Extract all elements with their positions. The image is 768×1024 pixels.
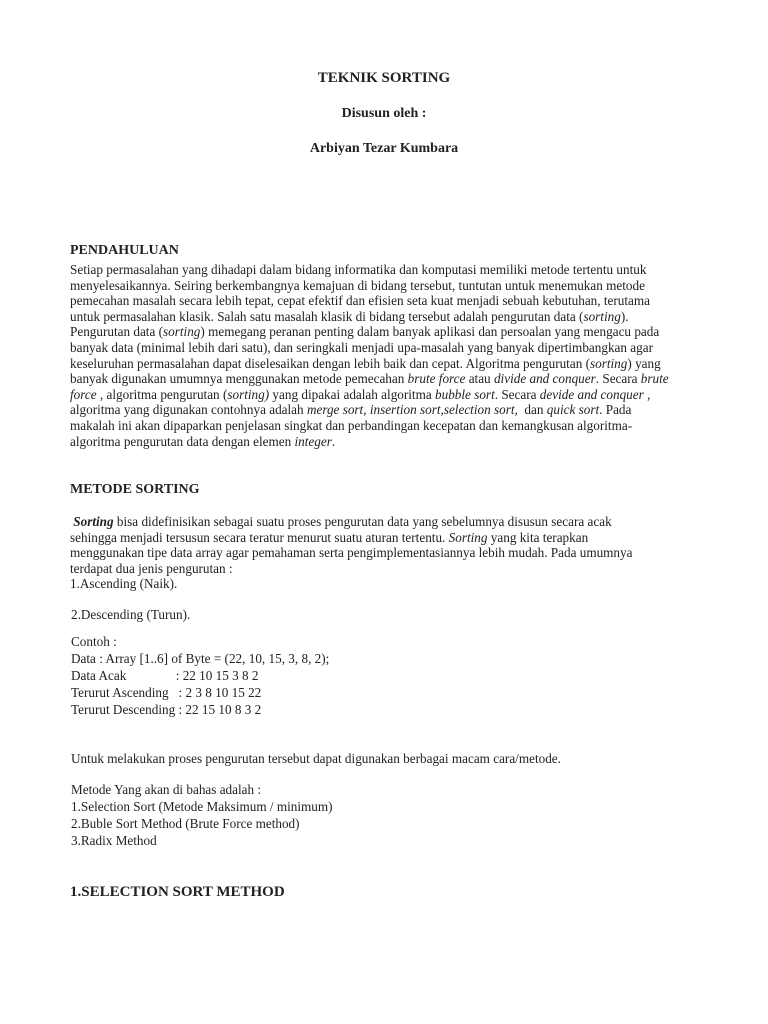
text-run: bisa didefinisikan sebagai suatu proses pengurutan data yang sebelumnya disusun secara acak [113,514,612,529]
list-item-descending: 2.Descending (Turun). [71,607,191,622]
emphasis-text: sorting) [227,386,270,402]
paragraph-line [70,356,710,372]
text-run: dan [517,402,547,418]
text-run: terdapat dua jenis pengurutan : [70,560,233,576]
text-run: ) memegang peranan penting dalam banyak aplikasi dan persoalan yang mengacu pada [200,324,660,340]
text-run: . Secara [595,371,641,387]
example-line: Terurut Ascending : 2 3 8 10 15 22 [71,685,262,700]
text-run: ) yang [627,355,661,371]
paragraph-line [70,278,710,294]
emphasis-text: sorting [590,355,628,371]
text-run: Setiap permasalahan yang dihadapi dalam bidang informatika dan komputasi memiliki metode tertentu untuk [70,262,647,277]
example-line: Data Acak : 22 10 15 3 8 2 [71,668,259,683]
text-run: ). [620,308,629,324]
emphasis-text: Sorting [73,514,114,529]
paragraph-line [70,402,710,418]
paragraph-line [70,576,710,592]
paragraph-line [70,293,710,309]
text-run: keseluruhan permasalahan dapat diselesaikan dengan lebih baik dan cepat. Algoritma pengurutan ( [70,355,590,371]
text-run: , [643,386,651,402]
paragraph-line [70,324,710,340]
example-label: Contoh : [71,634,117,649]
emphasis-text: brute force [407,371,466,387]
text-run: . Secara [494,386,540,402]
paragraph-line [70,514,710,530]
example-line: Data : Array [1..6] of Byte = (22, 10, 15, 3, 8, 2); [71,651,330,666]
paragraph-line [70,545,710,561]
text-run: makalah ini akan dipaparkan penjelasan singkat dan perbandingan kecepatan dan kemangkusan algoritma- [70,417,633,433]
text-run: algoritma yang digunakan contohnya adalah [70,402,307,418]
paragraph-line [70,434,710,450]
text-run: . Pada [599,402,632,418]
text-run: pemecahan masalah secara lebih tepat, cepat efektif dan efisien seta kuat menjadi sebuah kebutuhan, terutama [70,293,650,309]
author-label: Disusun oleh : [341,106,427,121]
method-note: Untuk melakukan proses pengurutan tersebut dapat digunakan berbagai macam cara/metode. [71,751,561,766]
text-run: menyelesaikannya. Seiring berkembangnya kemajuan di bidang tersebut, tuntutan untuk menemukan metode [70,277,645,293]
text-run: sehingga menjadi tersusun secara teratur menurut suatu aturan tertentu. [70,529,449,545]
paragraph-pendahuluan [70,262,710,449]
example-line: Terurut Descending : 22 15 10 8 3 2 [71,702,262,717]
text-run: . [331,433,336,449]
paragraph-line [70,561,710,577]
emphasis-text: quick sort [546,402,600,418]
text-run: atau [465,371,494,387]
emphasis-text: bubble sort [435,386,495,402]
text-run: banyak digunakan umumnya menggunakan metode pemecahan [70,371,408,387]
emphasis-text: merge sort, insertion sort,selection sort, [306,402,518,418]
text-run: untuk permasalahan klasik. Salah satu masalah klasik di bidang tersebut adalah pengurutan data ( [70,308,584,324]
paragraph-metode-sorting [70,514,710,592]
document-title: TEKNIK SORTING [317,70,451,86]
emphasis-text: divide and conquer [493,371,596,387]
emphasis-text: devide and conquer [539,386,644,402]
paragraph-line [70,418,710,434]
paragraph-line [70,530,710,546]
heading-pendahuluan: PENDAHULUAN [70,243,179,258]
emphasis-text: Sorting [448,529,488,545]
emphasis-text: sorting [163,324,201,340]
text-run: yang kita terapkan [487,529,589,545]
emphasis-text: sorting [583,308,621,324]
text-run: algoritma pengurutan data dengan elemen [70,433,295,449]
paragraph-line [70,309,710,325]
heading-selection-sort: 1.SELECTION SORT METHOD [70,884,285,900]
method-item: 3.Radix Method [71,833,157,848]
paragraph-line [70,262,710,278]
methods-label: Metode Yang akan di bahas adalah : [71,782,262,797]
text-run: banyak data (minimal lebih dari satu), dan seringkali menjadi upa-masalah yang banyak dipertimbangkan agar [70,339,653,355]
text-run: , algoritma pengurutan ( [96,386,228,402]
method-item: 1.Selection Sort (Metode Maksimum / minimum) [71,799,333,814]
heading-metode-sorting: METODE SORTING [70,482,200,497]
emphasis-text: force [70,386,97,402]
text-run: 1.Ascending (Naik). [70,576,178,592]
text-run: menggunakan tipe data array agar pemahaman serta pengimplementasiannya lebih mudah. Pada umumnya [70,545,633,561]
author-name: Arbiyan Tezar Kumbara [309,141,459,156]
text-run: Pengurutan data ( [70,324,164,340]
emphasis-text: brute [640,371,669,387]
emphasis-text: integer [294,433,332,449]
paragraph-line [70,371,710,387]
paragraph-line [70,387,710,403]
method-item: 2.Buble Sort Method (Brute Force method) [71,816,300,831]
paragraph-line [70,340,710,356]
text-run: yang dipakai adalah algoritma [269,386,436,402]
